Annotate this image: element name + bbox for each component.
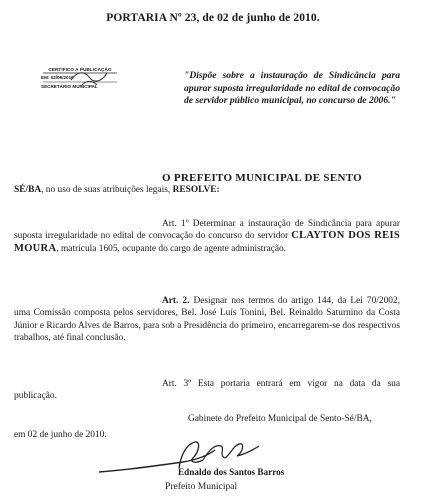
ementa-text: "Dispõe sobre a instauração de Sindicância para apurar suposta irregularidade no edital de convocação de servidor público municipal, no concurso de 2006.": [184, 70, 400, 107]
stamp-scribble-icon: [41, 67, 119, 103]
article-1-servidor-name: CLAYTON DOS REIS MOURA: [14, 230, 400, 254]
article-3-label: Art. 3º: [162, 379, 192, 389]
article-3-text: Esta portaria entrará em vigor na data da sua publicação.: [14, 379, 400, 402]
article-3: [14, 378, 400, 403]
article-2-label: Art. 2.: [162, 296, 190, 306]
stamp-line-certifico: CERTIFICO A PUBLICAÇÃO: [48, 67, 112, 72]
preamble-text: , no uso de suas atribuições legais,: [41, 185, 173, 196]
stamp-line-role: SECRETÁRIO MUNICIPAL: [41, 84, 98, 89]
preamble-resolve: RESOLVE:: [172, 185, 220, 196]
preamble-lead: O PREFEITO MUNICIPAL DE SENTO: [162, 172, 363, 184]
article-1: [14, 218, 400, 255]
signer-name: Ednaldo dos Santos Barros: [178, 467, 285, 477]
stamp-line-date: EM: 02/06/2010: [41, 75, 74, 80]
article-1-text-before: Determinar a instauração de Sindicância para apurar suposta irregularidade no edital de convocação do concurso do servidor: [14, 219, 400, 242]
date-line: em 02 de junho de 2010.: [14, 430, 107, 440]
handwritten-signature: [95, 436, 285, 486]
closing-line: Gabinete do Prefeito Municipal de Sento-Sé/BA,: [188, 414, 372, 424]
publication-stamp: [41, 67, 119, 103]
signer-role: Prefeito Municipal: [165, 481, 238, 492]
document-title: PORTARIA Nº 23, de 02 de junho de 2010.: [106, 12, 320, 24]
preamble-paragraph: [14, 172, 400, 197]
article-1-label: Art. 1º: [162, 219, 189, 229]
article-2: [14, 295, 400, 345]
article-2-text: Designar nos termos do artigo 144, da Lei 70/2002, uma Comissão composta pelos servidores, Bel. José Luís Tonini, Bel. Reinaldo Saturnino da Costa Júnior e Ricardo Alves de Barros, para sob a Presidência do primeiro, encarregarem-se dos respectivos trabalhos, até final conclusão.: [14, 296, 400, 344]
preamble-city: SÉ/BA: [14, 185, 42, 196]
article-1-text-after: , matrícula 1605, ocupante do cargo de agente administração.: [56, 243, 287, 254]
